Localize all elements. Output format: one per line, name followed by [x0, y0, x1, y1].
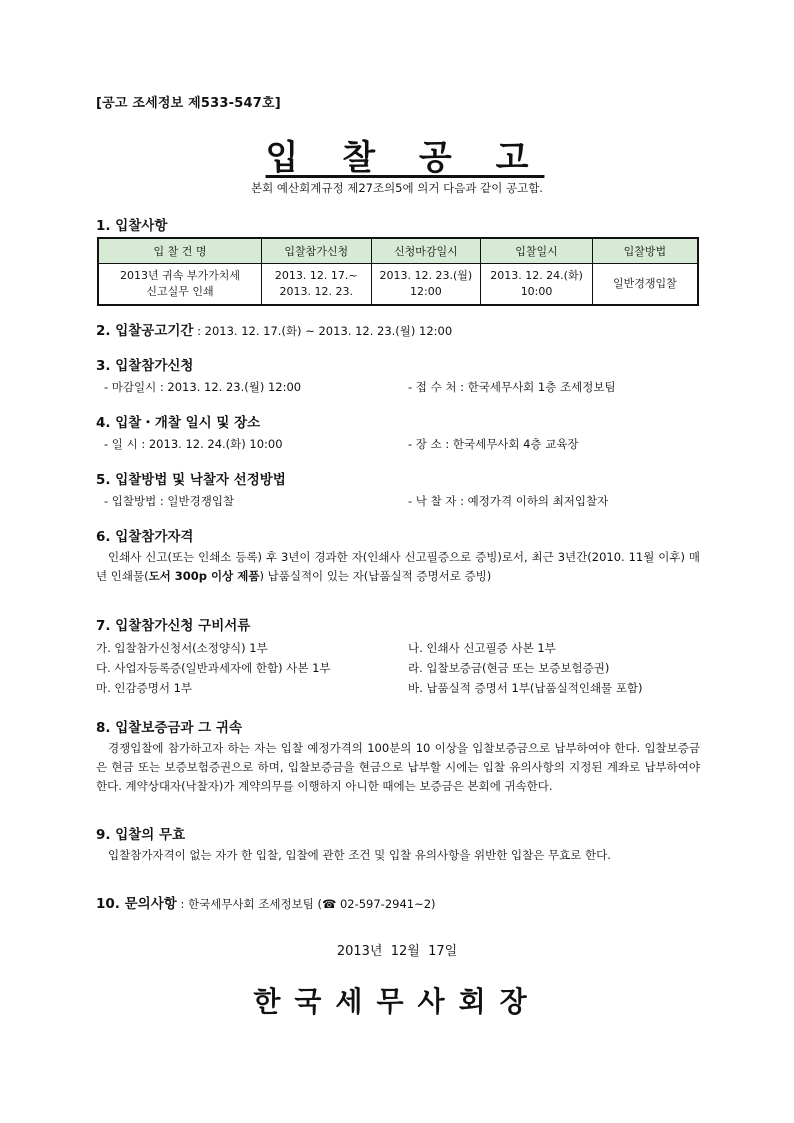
item-name-line-1: 2013년 귀속 부가가치세	[119, 269, 240, 282]
document-item: 마. 인감증명서 1부	[96, 681, 193, 695]
section-5-title: 5. 입찰방법 및 낙찰자 선정방법	[96, 472, 286, 488]
table-header-cell: 입찰일시	[481, 238, 593, 264]
bid-date-line-1: 2013. 12. 24.(화)	[490, 269, 583, 282]
section-7-title: 7. 입찰참가신청 구비서류	[96, 618, 251, 634]
section-8	[96, 716, 700, 796]
section-3-title: 3. 입찰참가신청	[96, 358, 194, 374]
section-9	[96, 823, 700, 865]
table-header-cell: 신청마감일시	[371, 238, 481, 264]
section-10	[96, 894, 700, 914]
qualification-text-b: ) 납품실적이 있는 자(납품실적 증명서로 증빙)	[259, 569, 492, 583]
table-cell-apply-period	[261, 264, 371, 306]
bid-location: - 장 소 : 한국세무사회 4층 교육장	[408, 437, 579, 451]
deadline-line-2: 12:00	[410, 285, 442, 298]
invalid-bid-text: 입찰참가자격이 없는 자가 한 입찰, 입찰에 관한 조건 및 입찰 유의사항을 위반한 입찰은 무효로 한다.	[108, 848, 611, 862]
table-cell-bid-date	[481, 264, 593, 306]
table-cell-item-name	[98, 264, 261, 306]
table-cell-deadline	[371, 264, 481, 306]
document-item: 바. 납품실적 증명서 1부(납품실적인쇄물 포함)	[408, 681, 643, 695]
section-4	[96, 411, 700, 454]
qualification-text-a: 인쇄사 신고(또는 인쇄소 등록) 후 3년이 경과한 자(인쇄사 신고필증으로 증빙)로서, 최근 3년간(2010. 11월 이후) 매년 인쇄물(	[96, 550, 700, 583]
apply-line-1: 2013. 12. 17.~	[274, 269, 358, 282]
table-header-cell: 입찰방법	[592, 238, 698, 264]
document-item: 가. 입찰참가신청서(소정양식) 1부	[96, 641, 268, 655]
table-header-cell: 입 찰 건 명	[98, 238, 261, 264]
bid-datetime: - 일 시 : 2013. 12. 24.(화) 10:00	[104, 437, 283, 451]
document-item: 나. 인쇄사 신고필증 사본 1부	[408, 641, 556, 655]
section-7	[96, 614, 700, 698]
section-2-title: 2. 입찰공고기간	[96, 323, 194, 339]
deadline-line-1: 2013. 12. 23.(월)	[379, 269, 473, 282]
apply-line-2: 2013. 12. 23.	[279, 285, 353, 298]
notice-number: [공고 조세정보 제533-547호]	[96, 96, 281, 111]
table-row	[98, 264, 698, 306]
document-item: 다. 사업자등록증(일반과세자에 한함) 사본 1부	[96, 661, 331, 675]
bid-items-table	[97, 237, 699, 306]
issuer-name: 한국세무사회장	[253, 985, 541, 1018]
notice-period-value: : 2013. 12. 17.(화) ~ 2013. 12. 23.(월) 12:00	[197, 324, 453, 338]
table-header-cell: 입찰참가신청	[261, 238, 371, 264]
document-item: 라. 입찰보증금(현금 또는 보증보험증권)	[408, 661, 610, 675]
section-6	[96, 525, 700, 586]
table-header-row	[98, 238, 698, 264]
contact-value: : 한국세무사회 조세정보팀 (☎ 02-597-2941~2)	[180, 897, 436, 911]
section-2	[96, 321, 700, 341]
section-6-title: 6. 입찰참가자격	[96, 529, 194, 545]
section-8-title: 8. 입찰보증금과 그 귀속	[96, 720, 242, 736]
bid-date-line-2: 10:00	[520, 285, 553, 298]
bid-method: - 입찰방법 : 일반경쟁입찰	[104, 494, 235, 508]
section-10-title: 10. 문의사항	[96, 896, 177, 912]
page-title	[0, 130, 794, 179]
winner-selection: - 낙 찰 자 : 예정가격 이하의 최저입찰자	[408, 494, 609, 508]
section-5	[96, 468, 700, 511]
item-name-line-2: 신고실무 인쇄	[146, 285, 214, 298]
page-title-text: 입 찰 공 고	[265, 138, 545, 178]
section-1-title: 1. 입찰사항	[96, 218, 168, 234]
table-cell-bid-method: 일반경쟁입찰	[592, 264, 698, 306]
qualification-text	[96, 548, 700, 586]
section-9-title: 9. 입찰의 무효	[96, 827, 186, 843]
application-office: - 접 수 처 : 한국세무사회 1층 조세정보팀	[408, 380, 616, 394]
application-deadline: - 마감일시 : 2013. 12. 23.(월) 12:00	[104, 380, 302, 394]
bid-bond-text: 경쟁입찰에 참가하고자 하는 자는 입찰 예정가격의 100분의 10 이상을 입찰보증금으로 납부하여야 한다. 입찰보증금은 현금 또는 보증보험증권으로 하며, 입찰보증금을 현금으로 납부할 시에는 입찰 유의사항의 지정된 계좌로 납부하여야 한다. 계약상대자(낙찰자)가 계약의무를 이행하지 아니한 때에는 보증금은 본회에 귀속한다.	[96, 741, 700, 793]
notice-date: 2013년 12월 17일	[336, 944, 458, 959]
section-1	[96, 214, 700, 234]
section-4-title: 4. 입찰・개찰 일시 및 장소	[96, 415, 261, 431]
qualification-bold: 도서 300p 이상 제품	[148, 569, 260, 583]
section-3	[96, 354, 700, 397]
intro-text: 본회 예산회계규정 제27조의5에 의거 다음과 같이 공고함.	[251, 181, 543, 195]
